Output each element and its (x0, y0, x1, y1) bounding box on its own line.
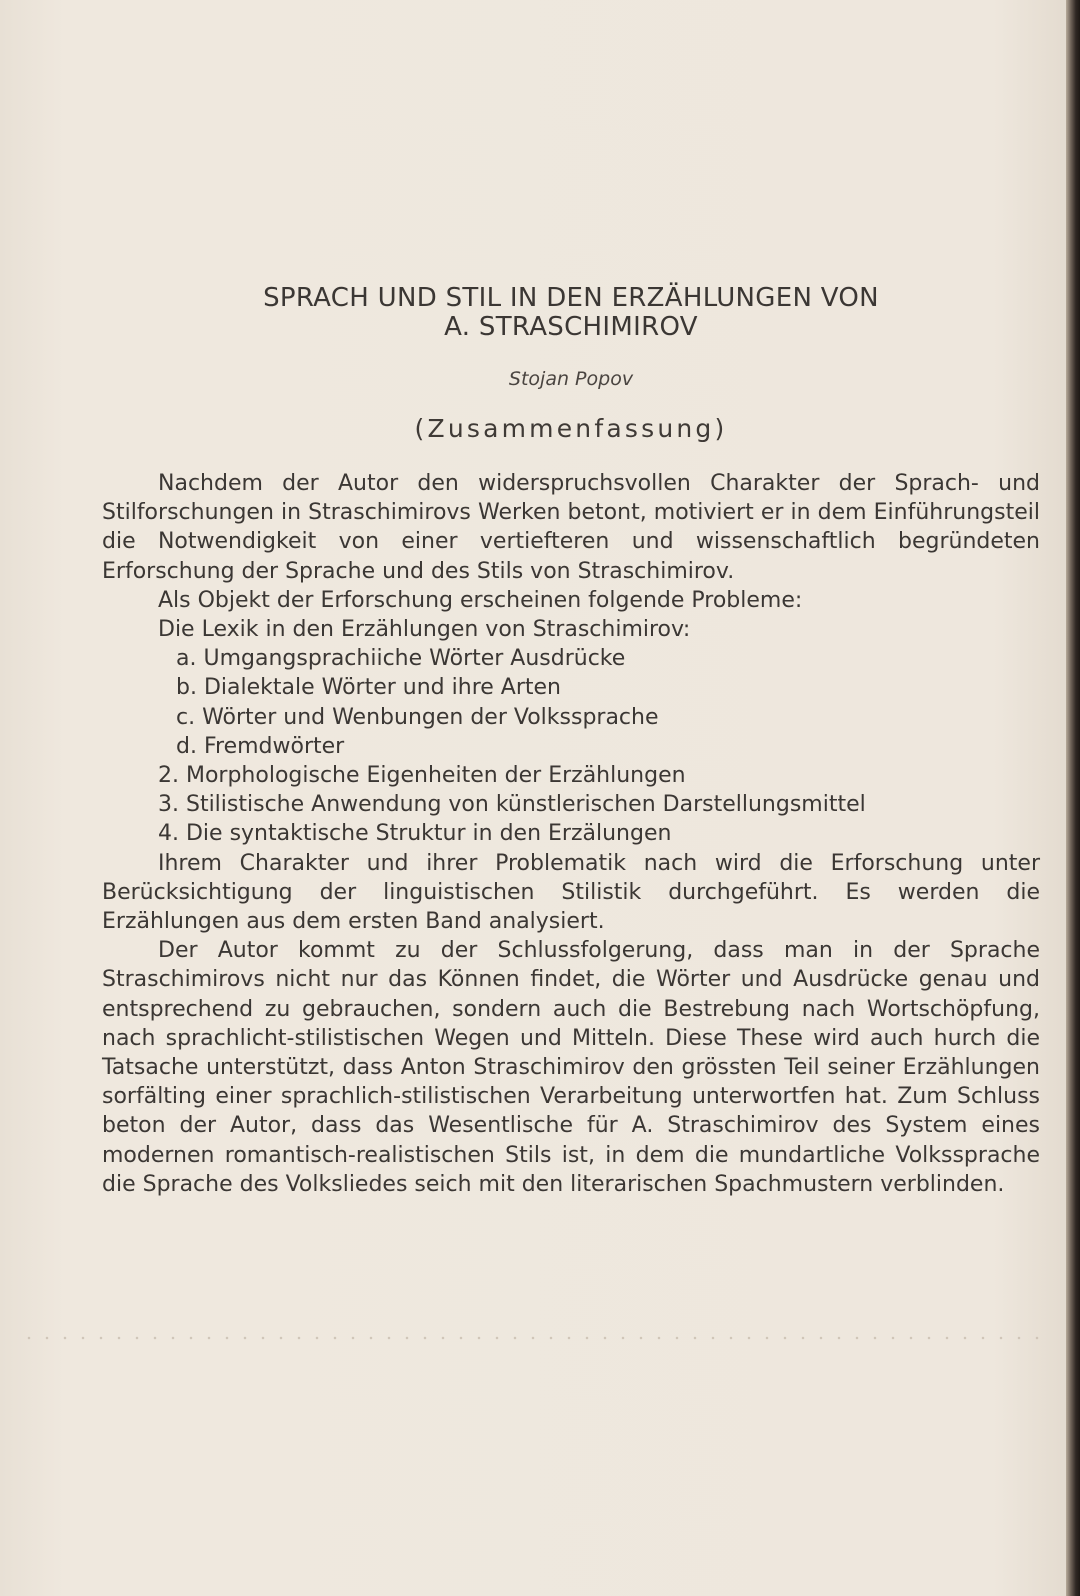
lexik-heading: Die Lexik in den Erzählungen von Straschimirov: (158, 617, 691, 643)
subitem-a: a. Umgangsprachiiche Wörter Ausdrücke (176, 646, 626, 672)
item-4: 4. Die syntaktische Struktur in den Erzälungen (158, 821, 672, 847)
title-line-1: SPRACH UND STIL IN DEN ERZÄHLUNGEN VON (263, 283, 879, 313)
document-content (102, 284, 1040, 1199)
subitem-d: d. Fremdwörter (176, 733, 345, 759)
document-title (102, 284, 1040, 342)
subitem-b: b. Dialektale Wörter und ihre Arten (176, 675, 561, 701)
subitem-c: c. Wörter und Wenbungen der Volkssprache (176, 704, 659, 730)
paragraph-conclusion: Der Autor kommt zu der Schlussfolgerung, dass man in der Sprache Straschimirovs nicht nur das Können findet, die Wörter und Ausdrücke genau und entsprechend zu gebrauchen, sondern auch die Bestrebung nach Wortschöpfung, nach sprachlicht-stilistischen Wegen und Mitteln. Diese These wird auch hurch die Tatsache unterstützt, dass Anton Straschimirov den grössten Teil seiner Erzählungen sorfälting einer sprachlich-stilistischen Verarbeitung unterwortfen hat. Zum Schluss beton der Autor, dass das Wesentlische für A. Straschimirov des System eines modernen romantisch-realistischen Stils ist, in dem die mundartliche Volkssprache die Sprache des Volksliedes seich mit den literarischen Spachmustern verblinden. (102, 938, 1040, 1197)
item-3: 3. Stilistische Anwendung von künstlerischen Darstellungsmittel (158, 792, 866, 818)
author-name: Stojan Popov (508, 368, 634, 390)
paragraph-objects: Als Objekt der Erforschung erscheinen folgende Probleme: (158, 587, 803, 613)
summary-body (102, 469, 1040, 1199)
item-2: 2. Morphologische Eigenheiten der Erzählungen (158, 763, 686, 789)
paragraph-method: Ihrem Charakter und ihrer Problematik nach wird die Erforschung unter Berücksichtigung der linguistischen Stilistik durchgeführt. Es werden die Erzählungen aus dem ersten Band analysiert. (102, 850, 1040, 935)
title-line-2: A. STRASCHIMIROV (444, 312, 698, 342)
page-edge-shadow (1066, 0, 1080, 1596)
subtitle: (Zusammenfassung) (414, 414, 728, 443)
dotted-separator (20, 1336, 1040, 1340)
paragraph-intro: Nachdem der Autor den widerspruchsvollen Charakter der Sprach- und Stilforschungen in Straschimirovs Werken betont, motiviert er in dem Einführungsteil die Notwendigkeit von einer vertiefteren und wissenschaftlich begründeten Erforschung der Sprache und des Stils von Straschimirov. (102, 471, 1040, 584)
